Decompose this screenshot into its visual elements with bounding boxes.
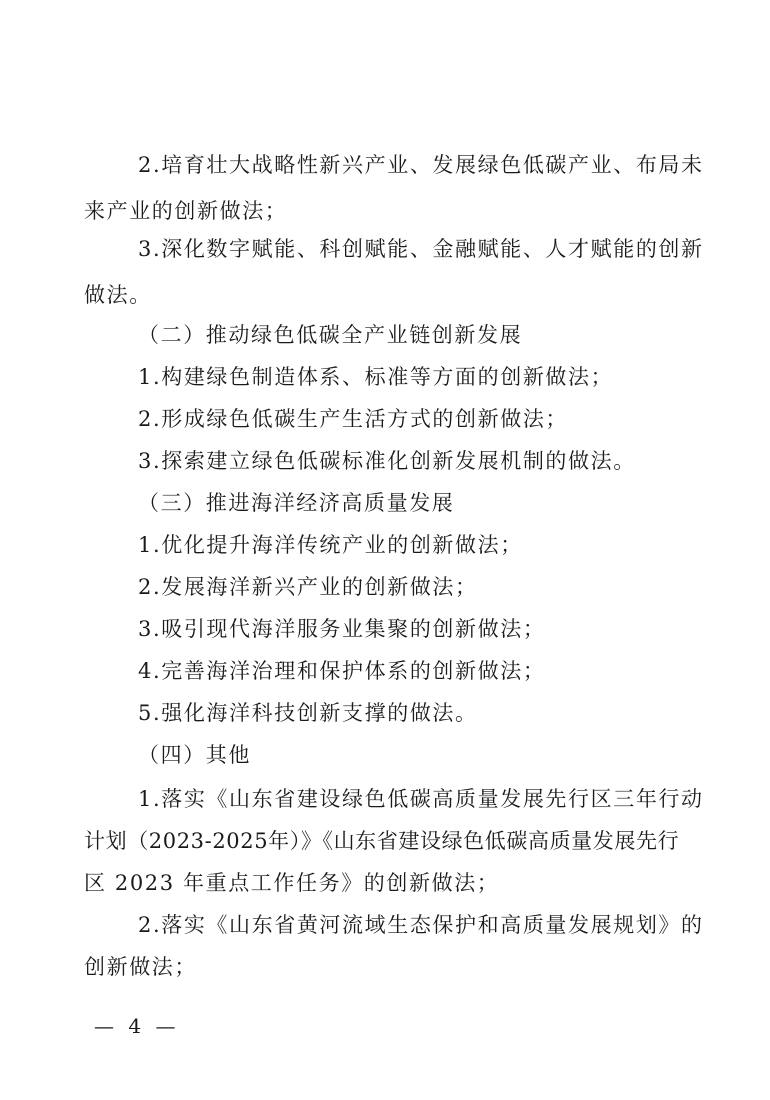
paragraph-line: 来产业的创新做法； (84, 199, 288, 223)
list-item: 2.形成绿色低碳生产生活方式的创新做法； (138, 407, 569, 431)
paragraph-line: 做法。 (84, 283, 152, 307)
paragraph-line: 区 2023 年重点工作任务》的创新做法； (84, 871, 500, 895)
section-heading: （三）推进海洋经济高质量发展 (138, 491, 455, 515)
list-item: 3.探索建立绿色低碳标准化创新发展机制的做法。 (138, 449, 636, 473)
section-heading: （四）其他 (138, 743, 251, 767)
list-item: 4.完善海洋治理和保护体系的创新做法； (138, 659, 546, 683)
list-item: 1.构建绿色制造体系、标准等方面的创新做法； (138, 365, 614, 389)
section-heading: （二）推动绿色低碳全产业链创新发展 (138, 323, 523, 347)
paragraph-line: 计划（2023-2025年）》《山东省建设绿色低碳高质量发展先行 (84, 829, 680, 853)
paragraph-line: 2.培育壮大战略性新兴产业、发展绿色低碳产业、布局未 (138, 153, 704, 177)
list-item: 1.优化提升海洋传统产业的创新做法； (138, 533, 523, 557)
paragraph-line: 创新做法； (84, 955, 197, 979)
page-number: — 4 — (94, 1014, 180, 1038)
list-item: 5.强化海洋科技创新支撑的做法。 (138, 701, 478, 725)
list-item: 3.吸引现代海洋服务业集聚的创新做法； (138, 617, 546, 641)
list-item: 2.发展海洋新兴产业的创新做法； (138, 575, 478, 599)
paragraph-line: 1.落实《山东省建设绿色低碳高质量发展先行区三年行动 (138, 787, 704, 811)
paragraph-line: 3.深化数字赋能、科创赋能、金融赋能、人才赋能的创新 (138, 237, 704, 261)
paragraph-line: 2.落实《山东省黄河流域生态保护和高质量发展规划》的 (138, 913, 704, 937)
